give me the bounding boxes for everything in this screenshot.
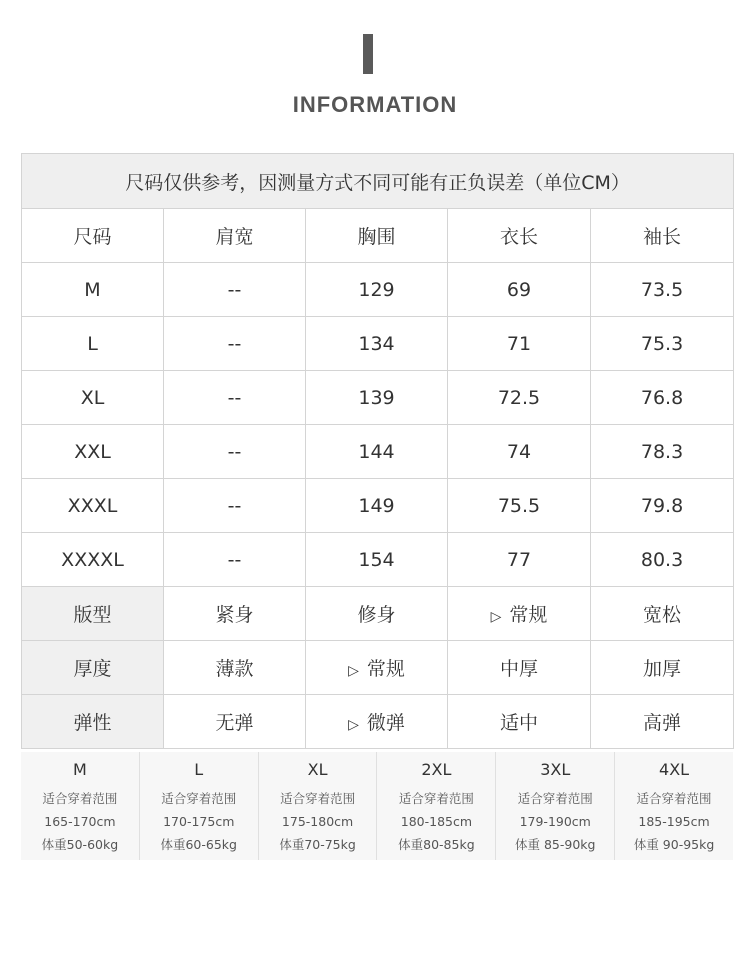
header-shoulder: 肩宽 xyxy=(164,209,306,263)
table-row xyxy=(22,263,734,317)
fit-guide-item xyxy=(139,752,258,860)
table-row xyxy=(22,371,734,425)
table-cell: 75.5 xyxy=(448,479,591,533)
attribute-label: 弹性 xyxy=(22,695,164,749)
attribute-option xyxy=(306,695,448,749)
fit-label: 适合穿着范围 xyxy=(42,791,118,806)
table-cell: 77 xyxy=(448,533,591,587)
attribute-option-label: 宽松 xyxy=(643,604,682,626)
attribute-option xyxy=(164,695,306,749)
attribute-label: 版型 xyxy=(22,587,164,641)
attribute-option xyxy=(448,641,591,695)
attribute-option-label: 中厚 xyxy=(499,658,538,680)
attribute-option-label: 常规 xyxy=(366,658,405,680)
table-cell: 149 xyxy=(306,479,448,533)
attribute-row xyxy=(22,587,734,641)
attribute-option xyxy=(164,641,306,695)
fit-label: 适合穿着范围 xyxy=(517,791,593,806)
fit-height-range: 175-180cm xyxy=(281,814,354,829)
attribute-row xyxy=(22,695,734,749)
fit-height-range: 165-170cm xyxy=(44,814,116,829)
selected-marker-icon: ▷ xyxy=(348,717,359,733)
table-row xyxy=(22,425,734,479)
selected-marker-icon: ▷ xyxy=(490,609,502,625)
table-row xyxy=(22,479,734,533)
table-cell: XL xyxy=(22,371,164,425)
header-length: 衣长 xyxy=(448,209,591,263)
attribute-option-label: 常规 xyxy=(509,604,548,626)
fit-size: M xyxy=(73,760,87,779)
table-cell: -- xyxy=(164,263,306,317)
table-cell: 72.5 xyxy=(448,371,591,425)
table-cell: -- xyxy=(164,425,306,479)
fit-guide-item xyxy=(614,752,733,860)
fit-guide-item xyxy=(21,752,139,860)
table-cell: 78.3 xyxy=(591,425,734,479)
attribute-option-label: 高弹 xyxy=(643,712,682,734)
table-cell: L xyxy=(22,317,164,371)
fit-guide xyxy=(21,752,733,860)
table-cell: 76.8 xyxy=(591,371,734,425)
fit-height-range: 185-195cm xyxy=(638,814,710,829)
table-cell: 74 xyxy=(448,425,591,479)
table-cell: -- xyxy=(164,479,306,533)
attribute-option-label: 薄款 xyxy=(215,658,254,680)
table-cell: 139 xyxy=(306,371,448,425)
fit-weight-range: 体重50-60kg xyxy=(41,837,119,852)
fit-height-range: 180-185cm xyxy=(400,814,473,829)
table-cell: 79.8 xyxy=(591,479,734,533)
table-cell: XXXXL xyxy=(22,533,164,587)
attribute-row xyxy=(22,641,734,695)
fit-size: XL xyxy=(307,760,328,779)
attribute-option xyxy=(591,695,734,749)
attribute-option xyxy=(591,587,734,641)
fit-size: 2XL xyxy=(421,760,452,779)
attribute-option-label: 微弹 xyxy=(366,712,405,734)
fit-height-range: 170-175cm xyxy=(163,814,235,829)
table-cell: 69 xyxy=(448,263,591,317)
table-cell: 154 xyxy=(306,533,448,587)
attribute-option-label: 适中 xyxy=(499,712,538,734)
table-row xyxy=(22,317,734,371)
table-cell: XXL xyxy=(22,425,164,479)
table-header-row xyxy=(22,209,734,263)
table-cell: 134 xyxy=(306,317,448,371)
table-cell: 73.5 xyxy=(591,263,734,317)
attribute-option xyxy=(306,587,448,641)
attribute-option xyxy=(448,695,591,749)
fit-label: 适合穿着范围 xyxy=(636,791,712,806)
fit-guide-item xyxy=(258,752,377,860)
table-cell: 75.3 xyxy=(591,317,734,371)
table-cell: 80.3 xyxy=(591,533,734,587)
title-bar-decoration xyxy=(363,34,373,74)
attribute-option xyxy=(164,587,306,641)
fit-label: 适合穿着范围 xyxy=(161,791,237,806)
attribute-option xyxy=(591,641,734,695)
table-caption: 尺码仅供参考，因测量方式不同可能有正负误差（单位CM） xyxy=(22,154,734,209)
table-cell: XXXL xyxy=(22,479,164,533)
attribute-option-label: 紧身 xyxy=(215,604,254,626)
fit-guide-item xyxy=(376,752,495,860)
table-cell: -- xyxy=(164,317,306,371)
header-sleeve: 袖长 xyxy=(591,209,734,263)
fit-weight-range: 体重70-75kg xyxy=(279,837,356,852)
fit-weight-range: 体重60-65kg xyxy=(160,837,237,852)
fit-size: 4XL xyxy=(659,760,690,779)
size-table xyxy=(21,153,734,749)
attribute-option xyxy=(448,587,591,641)
attribute-option xyxy=(306,641,448,695)
table-row xyxy=(22,533,734,587)
attribute-option-label: 加厚 xyxy=(643,658,682,680)
header-size: 尺码 xyxy=(22,209,164,263)
fit-weight-range: 体重 85-90kg xyxy=(514,837,596,852)
attribute-option-label: 修身 xyxy=(357,604,396,626)
fit-label: 适合穿着范围 xyxy=(398,791,474,806)
page-title: INFORMATION xyxy=(292,92,458,117)
selected-marker-icon: ▷ xyxy=(348,663,359,679)
fit-weight-range: 体重80-85kg xyxy=(398,837,475,852)
fit-weight-range: 体重 90-95kg xyxy=(633,837,715,852)
table-cell: M xyxy=(22,263,164,317)
header-chest: 胸围 xyxy=(306,209,448,263)
attribute-label: 厚度 xyxy=(22,641,164,695)
fit-height-range: 179-190cm xyxy=(519,814,591,829)
table-cell: -- xyxy=(164,371,306,425)
fit-label: 适合穿着范围 xyxy=(280,791,356,806)
fit-guide-item xyxy=(495,752,614,860)
fit-size: 3XL xyxy=(540,760,571,779)
table-cell: -- xyxy=(164,533,306,587)
table-cell: 129 xyxy=(306,263,448,317)
attribute-option-label: 无弹 xyxy=(215,712,254,734)
table-cell: 71 xyxy=(448,317,591,371)
fit-size: L xyxy=(194,760,204,779)
table-cell: 144 xyxy=(306,425,448,479)
